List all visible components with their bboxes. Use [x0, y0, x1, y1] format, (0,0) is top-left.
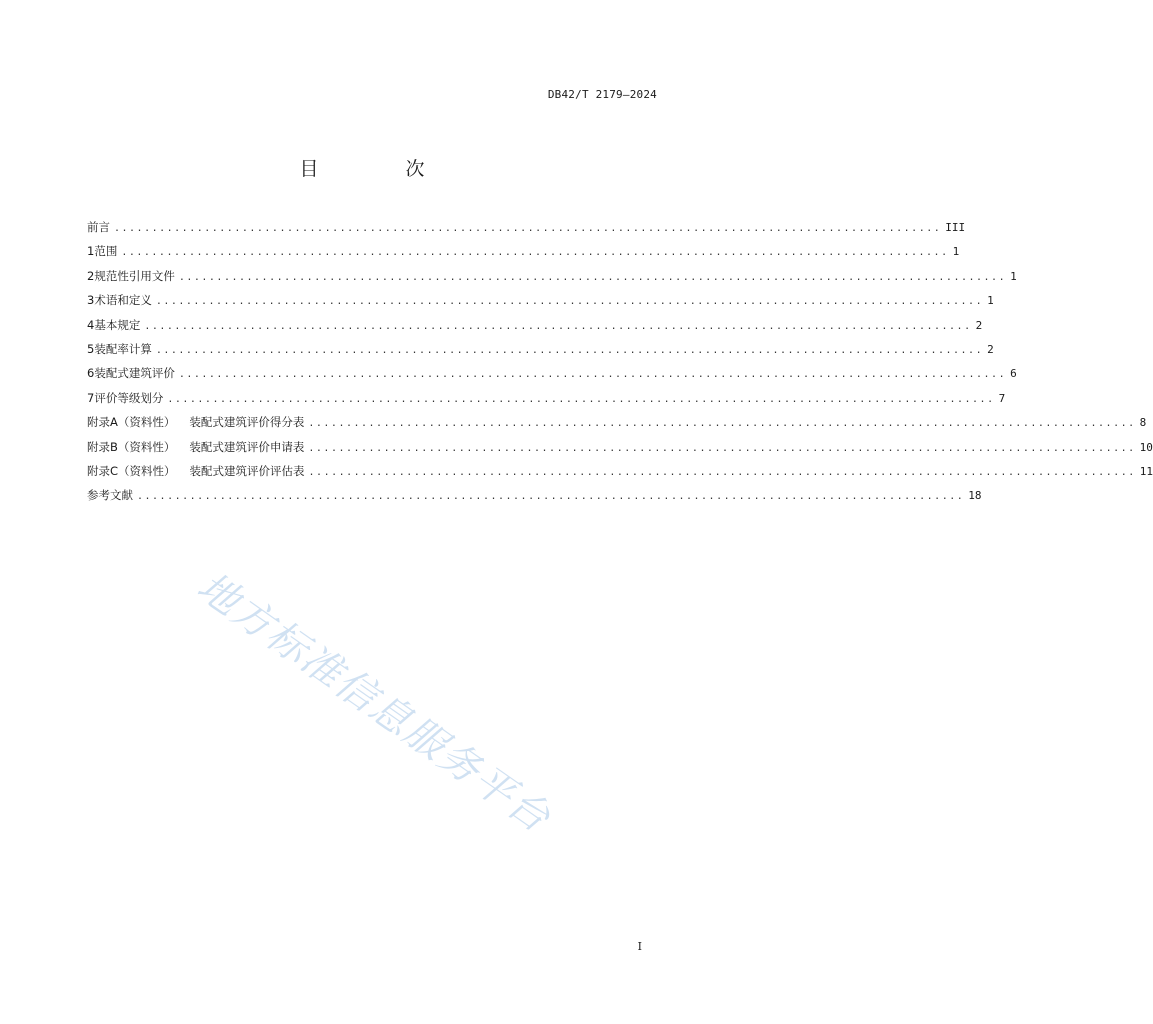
- toc-entry-number: 2: [87, 268, 95, 283]
- toc-entry-subtitle: 装配式建筑评价得分表: [189, 415, 305, 430]
- toc-entry-page: 1: [952, 245, 960, 259]
- toc-entry-assembly-rate[interactable]: [87, 341, 994, 365]
- toc-entry-label: 范围: [94, 244, 118, 259]
- toc-entry-page: 7: [998, 391, 1006, 405]
- toc-entry-subtitle: 装配式建筑评价申请表: [189, 439, 305, 454]
- toc-entry-scope[interactable]: [87, 243, 960, 267]
- toc-entry-label: 装配率计算: [94, 341, 152, 356]
- toc-entry-page: 1: [1010, 269, 1017, 283]
- toc-dot-leader: ..............................................................................................................: [155, 296, 984, 308]
- toc-entry-appendix-a[interactable]: [87, 414, 1147, 438]
- toc-entry-label: 附录B（资料性）: [87, 439, 176, 454]
- toc-dot-leader: ..............................................................................................................: [178, 271, 1007, 283]
- toc-entry-page: 1: [987, 294, 994, 308]
- toc-dot-leader: ..............................................................................................................: [137, 491, 965, 503]
- toc-entry-grade-classification[interactable]: [87, 390, 1006, 414]
- toc-entry-number: 6: [87, 366, 95, 381]
- toc-entry-page: 11: [1139, 464, 1153, 478]
- toc-dot-leader: ..............................................................................................................: [308, 466, 1136, 478]
- toc-dot-leader: ..............................................................................................................: [121, 247, 949, 259]
- toc-dot-leader: ..............................................................................................................: [155, 344, 984, 356]
- toc-entry-page: 6: [1010, 367, 1017, 381]
- toc-entry-number: 3: [87, 293, 95, 308]
- toc-entry-page: III: [945, 221, 966, 234]
- toc-entry-label: 附录A（资料性）: [87, 415, 176, 430]
- toc-entry-appendix-c[interactable]: [87, 463, 1153, 487]
- toc-entry-number: 1: [87, 244, 95, 259]
- toc-dot-leader: ..............................................................................................................: [308, 442, 1136, 454]
- toc-entry-terms-definitions[interactable]: [87, 292, 994, 316]
- toc-dot-leader: ..............................................................................................................: [167, 393, 995, 405]
- toc-entry-number: 5: [87, 341, 95, 356]
- page-number: I: [637, 940, 642, 953]
- watermark-text: 地方标准信息服务平台: [188, 563, 560, 843]
- toc-entry-label: 前言: [87, 220, 110, 234]
- toc-dot-leader: ..............................................................................................................: [178, 369, 1007, 381]
- toc-dot-leader: ..............................................................................................................: [308, 418, 1136, 430]
- toc-entry-label: 术语和定义: [94, 293, 152, 308]
- toc-entry-basic-provisions[interactable]: [87, 317, 983, 341]
- toc-entry-normative-references[interactable]: [87, 268, 1017, 292]
- toc-entry-foreword[interactable]: [87, 219, 966, 243]
- toc-entry-prefab-evaluation[interactable]: [87, 365, 1017, 389]
- toc-entry-label: 附录C（资料性）: [87, 463, 176, 478]
- toc-entry-number: 7: [87, 390, 95, 405]
- toc-entry-page: 8: [1139, 416, 1147, 430]
- toc-title: 目 次: [299, 158, 459, 180]
- toc-entry-number: 4: [87, 317, 95, 332]
- toc-entry-appendix-b[interactable]: [87, 439, 1153, 463]
- toc-entry-label: 评价等级划分: [94, 390, 164, 405]
- document-code: DB42/T 2179—2024: [547, 88, 657, 101]
- toc-entry-page: 2: [975, 318, 983, 332]
- table-of-contents: [87, 219, 1153, 512]
- toc-entry-page: 18: [968, 489, 982, 503]
- toc-entry-page: 10: [1139, 440, 1153, 454]
- toc-entry-subtitle: 装配式建筑评价评估表: [189, 463, 305, 478]
- toc-entry-page: 2: [987, 342, 994, 356]
- toc-entry-label: 基本规定: [94, 317, 141, 332]
- toc-dot-leader: ..............................................................................................................: [114, 223, 942, 234]
- toc-entry-label: 参考文献: [87, 488, 133, 503]
- toc-entry-label: 装配式建筑评价: [94, 366, 175, 381]
- toc-dot-leader: ..............................................................................................................: [144, 320, 972, 332]
- toc-entry-label: 规范性引用文件: [94, 268, 175, 283]
- toc-entry-bibliography[interactable]: [87, 487, 982, 511]
